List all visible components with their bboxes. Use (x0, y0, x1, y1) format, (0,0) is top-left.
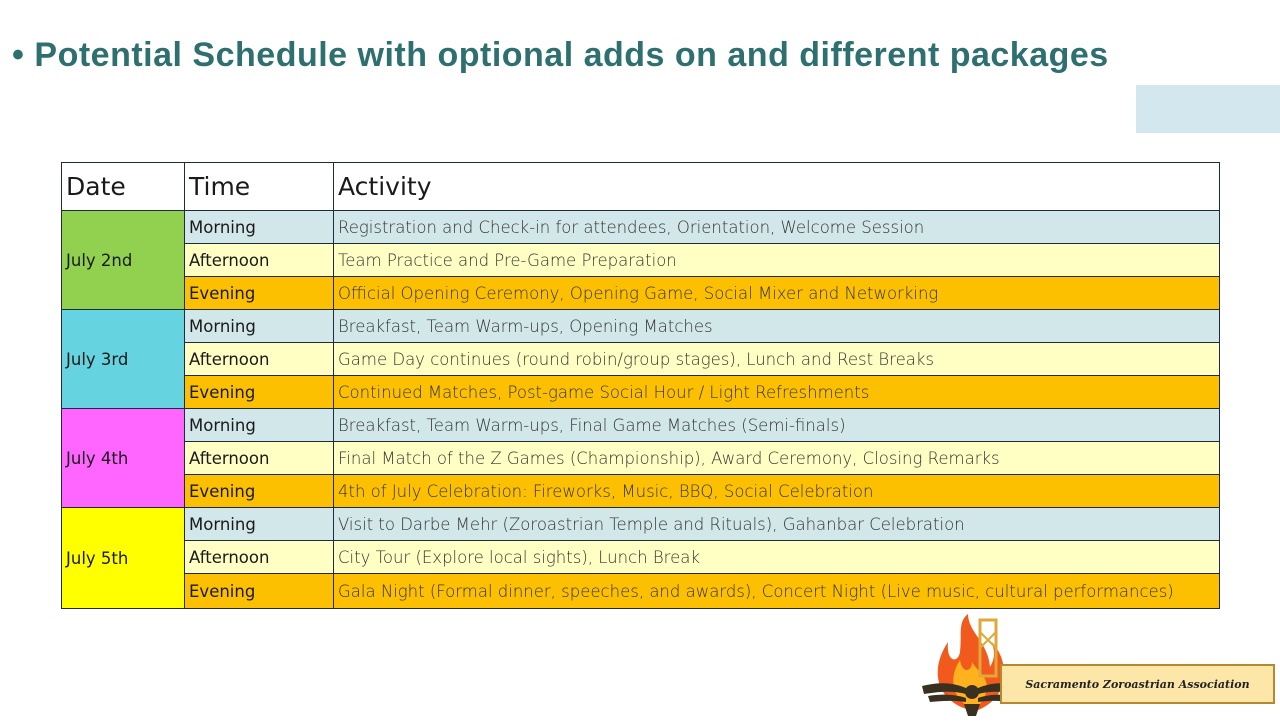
table-row (62, 211, 1220, 244)
table-row (62, 244, 1220, 277)
logo-text: Sacramento Zoroastrian Association (1025, 677, 1250, 691)
date-cell: July 2nd (62, 211, 185, 310)
slide-title-text: Potential Schedule with optional adds on and different packages (34, 36, 1109, 74)
schedule-table (61, 162, 1220, 609)
activity-cell: City Tour (Explore local sights), Lunch Break (334, 541, 1220, 574)
activity-cell: Continued Matches, Post-game Social Hour / Light Refreshments (334, 376, 1220, 409)
header-date: Date (62, 163, 185, 211)
time-cell: Evening (185, 574, 334, 609)
table-row (62, 508, 1220, 541)
slide-title (12, 36, 1109, 75)
activity-cell: Final Match of the Z Games (Championship), Award Ceremony, Closing Remarks (334, 442, 1220, 475)
bullet-icon: • (12, 36, 25, 74)
table-row (62, 376, 1220, 409)
time-cell: Afternoon (185, 442, 334, 475)
table-row (62, 475, 1220, 508)
time-cell: Evening (185, 376, 334, 409)
time-cell: Afternoon (185, 343, 334, 376)
activity-cell: Visit to Darbe Mehr (Zoroastrian Temple and Rituals), Gahanbar Celebration (334, 508, 1220, 541)
table-header-row (62, 163, 1220, 211)
table-row (62, 409, 1220, 442)
time-cell: Morning (185, 508, 334, 541)
table-row (62, 277, 1220, 310)
table-row (62, 574, 1220, 609)
table-row (62, 343, 1220, 376)
time-cell: Morning (185, 310, 334, 343)
schedule-body (62, 211, 1220, 609)
time-cell: Evening (185, 277, 334, 310)
table-row (62, 442, 1220, 475)
association-logo (918, 612, 1280, 720)
time-cell: Morning (185, 409, 334, 442)
time-cell: Evening (185, 475, 334, 508)
logo-banner (1000, 664, 1275, 704)
table-row (62, 310, 1220, 343)
time-cell: Morning (185, 211, 334, 244)
activity-cell: Breakfast, Team Warm-ups, Final Game Matches (Semi-finals) (334, 409, 1220, 442)
date-cell: July 5th (62, 508, 185, 609)
time-cell: Afternoon (185, 541, 334, 574)
activity-cell: Team Practice and Pre-Game Preparation (334, 244, 1220, 277)
decorative-accent-box (1136, 85, 1280, 133)
date-cell: July 3rd (62, 310, 185, 409)
activity-cell: Breakfast, Team Warm-ups, Opening Matches (334, 310, 1220, 343)
activity-cell: 4th of July Celebration: Fireworks, Music, BBQ, Social Celebration (334, 475, 1220, 508)
header-time: Time (185, 163, 334, 211)
activity-cell: Official Opening Ceremony, Opening Game, Social Mixer and Networking (334, 277, 1220, 310)
activity-cell: Registration and Check-in for attendees, Orientation, Welcome Session (334, 211, 1220, 244)
activity-cell: Gala Night (Formal dinner, speeches, and awards), Concert Night (Live music, cultural performances) (334, 574, 1220, 609)
header-activity: Activity (334, 163, 1220, 211)
time-cell: Afternoon (185, 244, 334, 277)
activity-cell: Game Day continues (round robin/group stages), Lunch and Rest Breaks (334, 343, 1220, 376)
date-cell: July 4th (62, 409, 185, 508)
table-row (62, 541, 1220, 574)
